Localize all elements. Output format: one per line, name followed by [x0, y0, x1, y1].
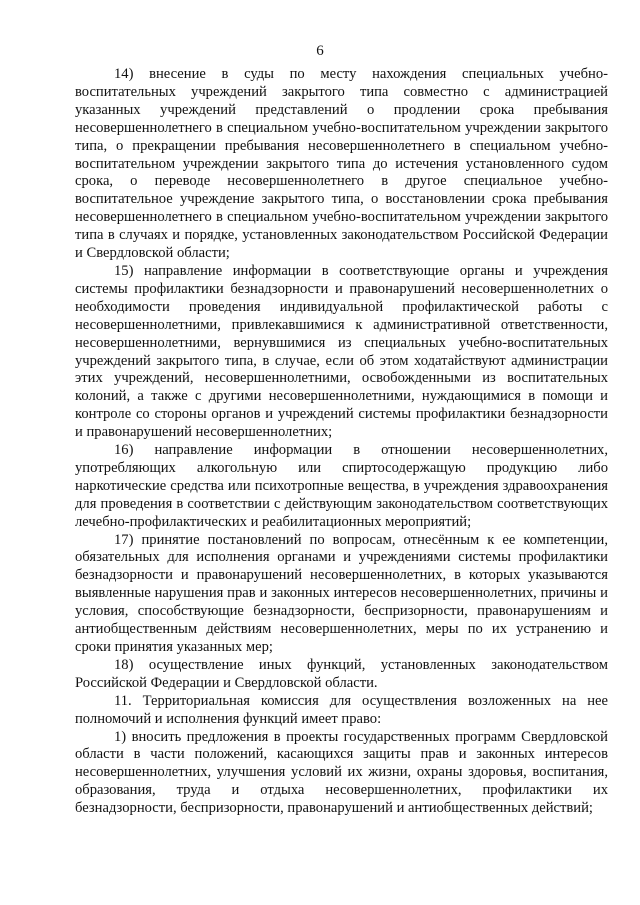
paragraph-item-14: 14) внесение в суды по месту нахождения специальных учебно-воспитательных учреждений закрытого типа совместно с администрацией указанных учреждений представлений о продлении срока пребывания несовершеннолетнего в специальном учебно-воспитательном учреждении закрытого типа, о прекращении пребывания несовершеннолетнего в специальном учебно-воспитательном учреждении закрытого типа до истечения установленного судом срока, о переводе несовершеннолетнего в другое специальное учебно-воспитательное учреждение закрытого типа, о восстановлении срока пребывания несовершеннолетнего в специальном учебно-воспитательном учреждении закрытого типа в случаях и порядке, установленных законодательством Российской Федерации и Свердловской области; — [75, 66, 608, 262]
paragraph-item-15: 15) направление информации в соответствующие органы и учреждения системы профилактики безнадзорности и правонарушений несовершеннолетних о необходимости проведения индивидуальной профилактической работы с несовершеннолетними, привлекавшимися к административной ответственности, несовершеннолетними, вернувшимися из специальных учебно-воспитательных учреждений закрытого типа, в случае, если об этом ходатайствуют администрации этих учреждений, несовершеннолетними, освобожденными из воспитательных колоний, а также с другими несовершеннолетними, нуждающимися в помощи и контроле со стороны органов и учреждений системы профилактики безнадзорности и правонарушений несовершеннолетних; — [75, 262, 608, 441]
paragraph-item-16: 16) направление информации в отношении несовершеннолетних, употребляющих алкогольную или спиртосодержащую продукцию либо наркотические средства или психотропные вещества, в учреждения здравоохранения для проведения в соответствии с действующим законодательством соответствующих лечебно-профилактических и реабилитационных мероприятий; — [75, 442, 608, 530]
page-number: 6 — [316, 43, 324, 59]
paragraph-item-18: 18) осуществление иных функций, установленных законодательством Российской Федерации и Свердловской области. — [75, 656, 608, 691]
paragraph-right-1: 1) вносить предложения в проекты государственных программ Свердловской области в части положений, касающихся защиты прав и законных интересов несовершеннолетних, улучшения условий их жизни, охраны здоровья, воспитания, образования, труда и отдыха несовершеннолетних, профилактики их безнадзорности, беспризорности, правонарушений и антиобщественных действий; — [75, 728, 608, 817]
document-body — [75, 66, 608, 818]
paragraph-item-17: 17) принятие постановлений по вопросам, отнесённым к ее компетенции, обязательных для исполнения органами и учреждениями системы профилактики безнадзорности и правонарушений несовершеннолетних, в которых указываются выявленные нарушения прав и законных интересов несовершеннолетних, причины и условия, способствующие безнадзорности, беспризорности, правонарушениям и антиобщественным действиям несовершеннолетних, меры по их устранению и сроки принятия указанных мер; — [75, 531, 608, 655]
paragraph-section-11: 11. Территориальная комиссия для осуществления возложенных на нее полномочий и исполнения функций имеет право: — [75, 692, 608, 727]
